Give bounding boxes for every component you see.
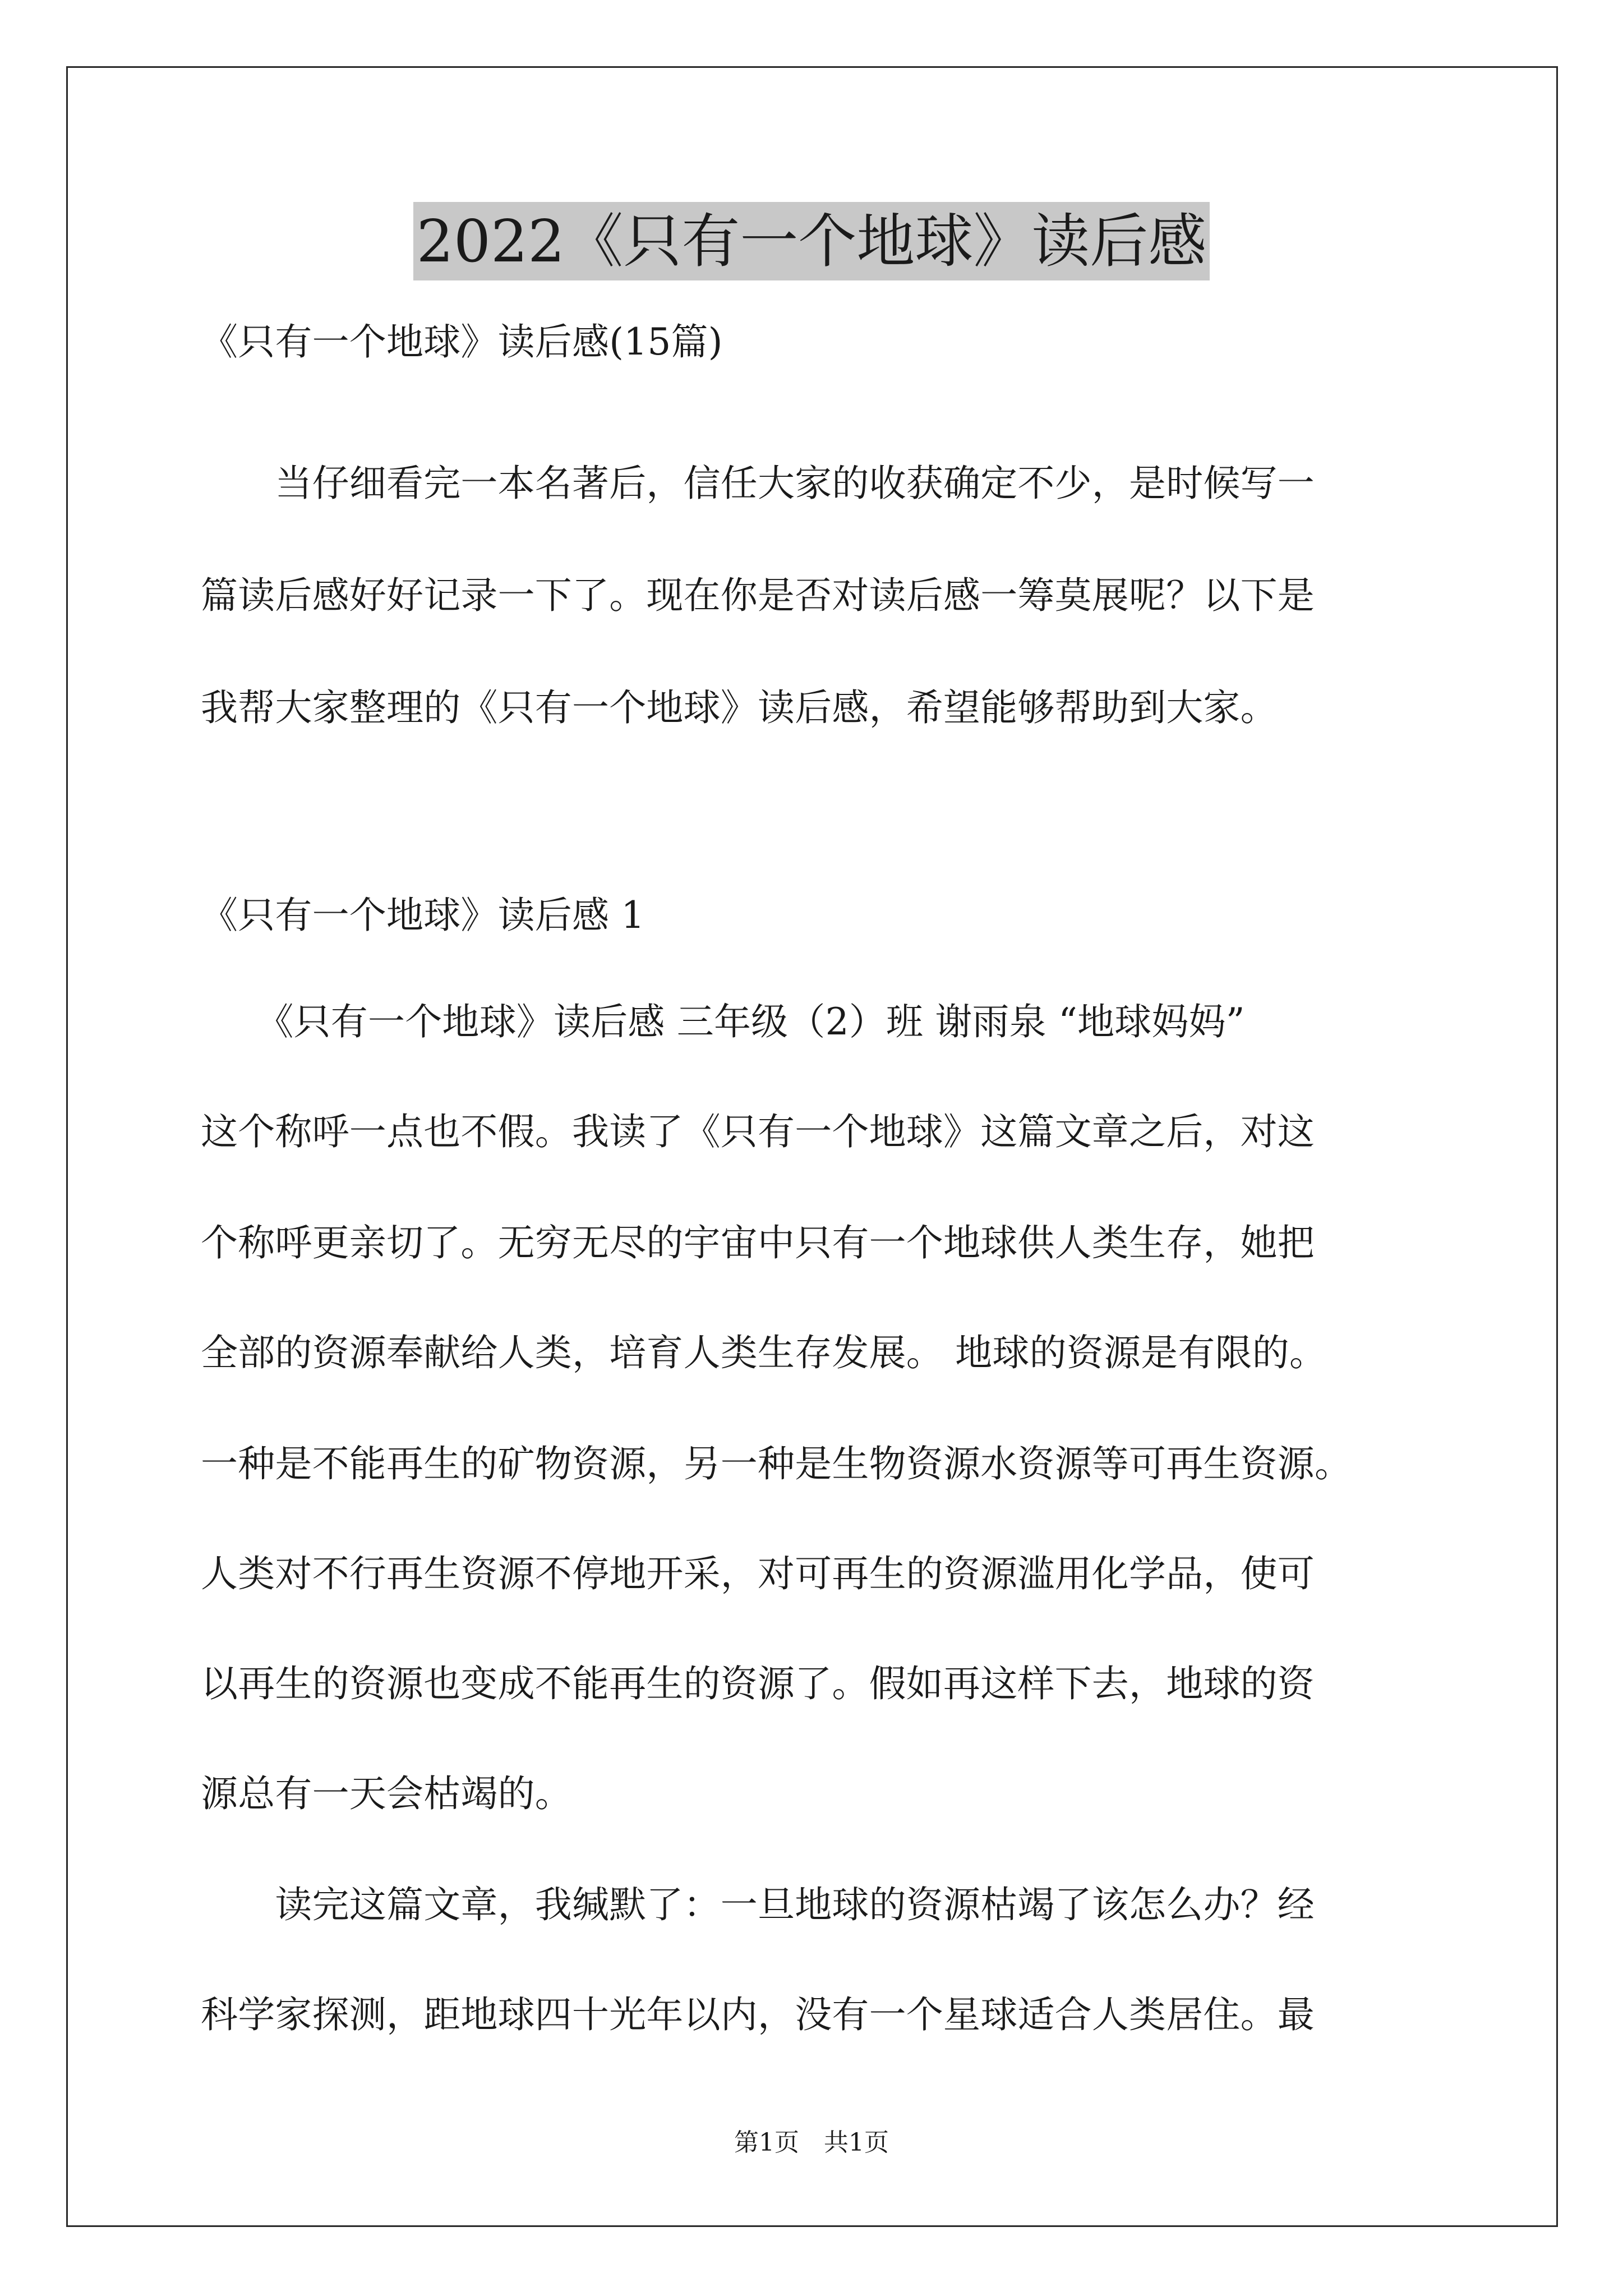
title-container <box>0 202 1623 280</box>
body-line: 科学家探测，距地球四十光年以内，没有一个星球适合人类居住。最 <box>201 1993 1315 2036</box>
intro-line: 当仔细看完一本名著后，信任大家的收获确定不少，是时候写一 <box>201 462 1315 505</box>
body-line: 源总有一天会枯竭的。 <box>201 1772 572 1815</box>
intro-line: 我帮大家整理的《只有一个地球》读后感，希望能够帮助到大家。 <box>201 686 1278 729</box>
body-line: 以再生的资源也变成不能再生的资源了。假如再这样下去，地球的资 <box>201 1662 1315 1705</box>
intro-line: 篇读后感好好记录一下了。现在你是否对读后感一筹莫展呢？以下是 <box>201 574 1315 617</box>
body-line: 《只有一个地球》读后感 三年级（2）班 谢雨泉 “地球妈妈” <box>201 1000 1245 1043</box>
body-line: 这个称呼一点也不假。我读了《只有一个地球》这篇文章之后，对这 <box>201 1110 1315 1153</box>
body-line: 人类对不行再生资源不停地开采，对可再生的资源滥用化学品，使可 <box>201 1552 1315 1595</box>
body-line: 个称呼更亲切了。无穷无尽的宇宙中只有一个地球供人类生存，她把 <box>201 1221 1315 1264</box>
body-line: 一种是不能再生的矿物资源，另一种是生物资源水资源等可再生资源。 <box>201 1442 1352 1485</box>
page-title: 2022《只有一个地球》读后感 <box>413 202 1210 280</box>
body-line: 全部的资源奉献给人类，培育人类生存发展。 地球的资源是有限的。 <box>201 1331 1327 1374</box>
body-line: 读完这篇文章，我缄默了：一旦地球的资源枯竭了该怎么办？经 <box>201 1883 1315 1926</box>
section-heading: 《只有一个地球》读后感 1 <box>201 894 645 937</box>
subtitle: 《只有一个地球》读后感(15篇) <box>201 320 723 364</box>
page-footer: 第1页 共1页 <box>734 2128 889 2157</box>
